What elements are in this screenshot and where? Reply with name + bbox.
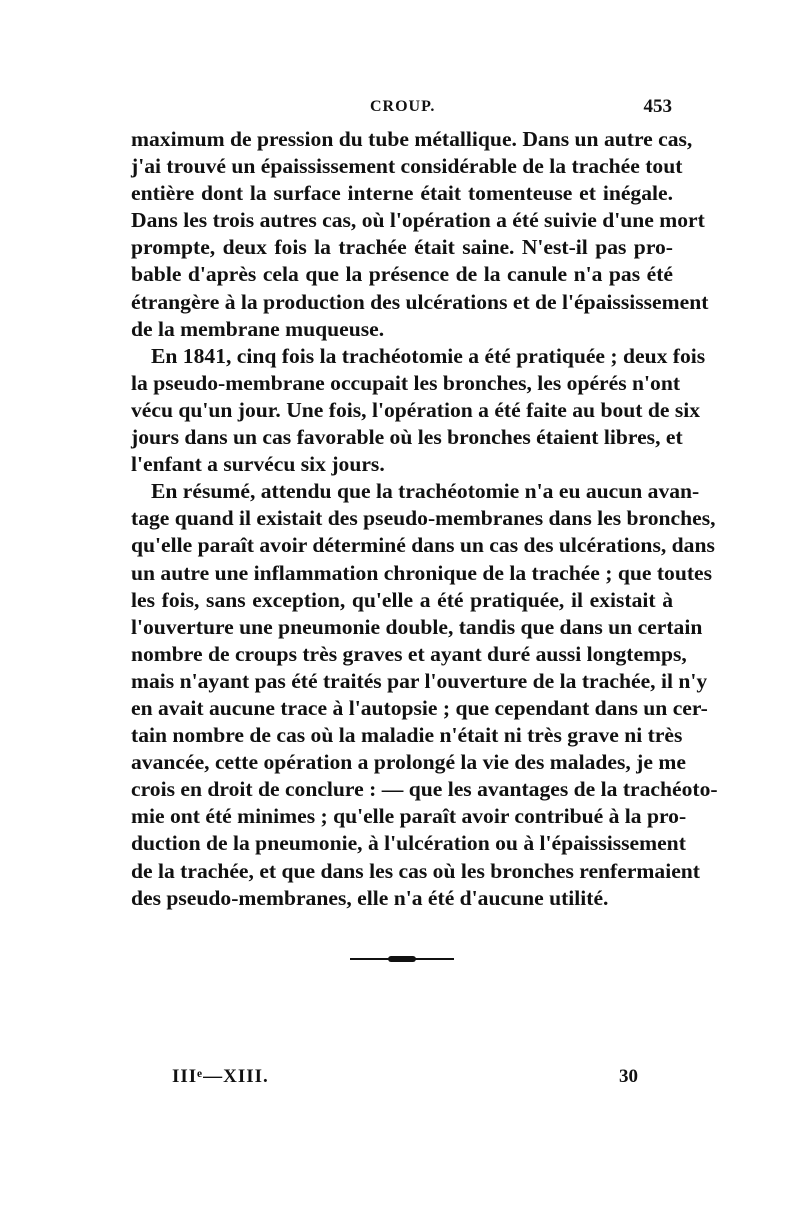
- text-line: entière dont la surface interne était tomenteuse et inégale.: [131, 181, 673, 206]
- text-line: duction de la pneumonie, à l'ulcération ou à l'épaississement: [131, 831, 686, 856]
- separator-ornament: [388, 956, 416, 962]
- text-line: maximum de pression du tube métallique. Dans un autre cas,: [131, 127, 693, 151]
- body-text: [131, 126, 718, 912]
- text-line: mie ont été minimes ; qu'elle paraît avoir contribué à la pro-: [131, 804, 687, 829]
- text-line: Dans les trois autres cas, où l'opération a été suivie d'une mort: [131, 208, 705, 233]
- text-line: tain nombre de cas où la maladie n'était ni très grave ni très: [131, 723, 683, 748]
- text-line: les fois, sans exception, qu'elle a été pratiquée, il existait à: [131, 587, 673, 612]
- text-line: l'enfant a survécu six jours.: [131, 452, 385, 477]
- text-line: des pseudo-membranes, elle n'a été d'aucune utilité.: [131, 885, 609, 910]
- text-line: mais n'ayant pas été traités par l'ouverture de la trachée, il n'y: [131, 668, 708, 693]
- text-line: un autre une inflammation chronique de la trachée ; que toutes: [131, 560, 713, 585]
- text-line: l'ouverture une pneumonie double, tandis que dans un certain: [131, 614, 703, 639]
- text-line: crois en droit de conclure : — que les avantages de la trachéoto-: [131, 777, 718, 802]
- text-line: de la trachée, et que dans les cas où les bronches renfermaient: [131, 858, 700, 883]
- text-line: en avait aucune trace à l'autopsie ; que cependant dans un cer-: [131, 695, 708, 720]
- page-number: 453: [643, 96, 672, 117]
- text-line: j'ai trouvé un épaississement considérable de la trachée tout: [131, 154, 683, 179]
- text-line: vécu qu'un jour. Une fois, l'opération a été faite au bout de six: [131, 397, 701, 422]
- running-title: CROUP.: [370, 98, 436, 115]
- page-header: [130, 98, 672, 126]
- text-line: nombre de croups très graves et ayant duré aussi longtemps,: [131, 641, 687, 666]
- text-line: prompte, deux fois la trachée était saine. N'est-il pas pro-: [131, 235, 673, 260]
- text-line: En résumé, attendu que la trachéotomie n'a eu aucun avan-: [151, 479, 700, 504]
- text-line: En 1841, cinq fois la trachéotomie a été pratiquée ; deux fois: [151, 343, 706, 368]
- text-line: tage quand il existait des pseudo-membranes dans les bronches,: [131, 506, 716, 531]
- text-line: étrangère à la production des ulcérations et de l'épaississement: [131, 289, 709, 314]
- page-footer: [172, 1066, 638, 1094]
- text-line: la pseudo-membrane occupait les bronches, les opérés n'ont: [131, 370, 681, 395]
- text-line: jours dans un cas favorable où les bronches étaient libres, et: [131, 425, 683, 450]
- sheet-number: 30: [619, 1066, 638, 1087]
- text-line: qu'elle paraît avoir déterminé dans un cas des ulcérations, dans: [131, 533, 715, 558]
- text-line: de la membrane muqueuse.: [131, 316, 385, 341]
- section-separator: [350, 955, 454, 963]
- text-line: avancée, cette opération a prolongé la vie des malades, je me: [131, 750, 686, 775]
- text-line: bable d'après cela que la présence de la canule n'a pas été: [131, 262, 673, 287]
- signature-mark: IIIᵉ—XIII.: [172, 1066, 269, 1087]
